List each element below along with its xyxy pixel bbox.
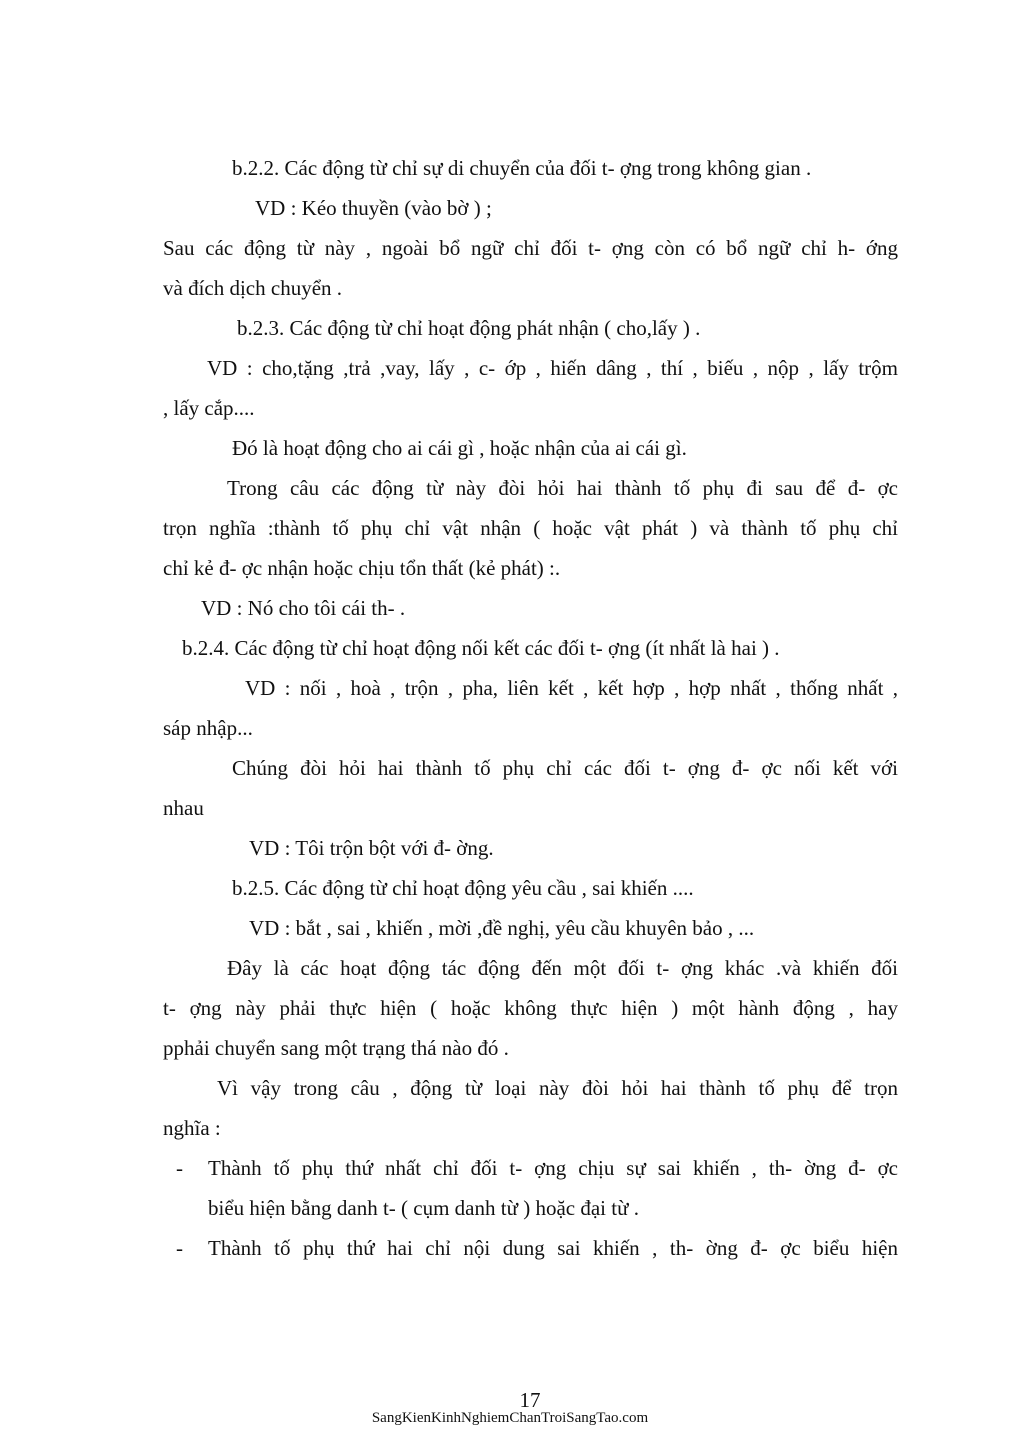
example-line: sáp nhập...: [163, 716, 253, 740]
paragraph-line: nghĩa :: [163, 1116, 221, 1140]
paragraph-line: nhau: [163, 796, 204, 820]
heading-b-2-2: b.2.2. Các động từ chỉ sự di chuyển của đối t- ợng trong không gian .: [232, 156, 812, 180]
paragraph-line: Vì vậy trong câu , động từ loại này đòi hỏi hai thành tố phụ để trọn: [217, 1076, 898, 1100]
example-line: , lấy cắp....: [163, 396, 255, 420]
example-line: VD : Nó cho tôi cái th- .: [201, 596, 406, 620]
example-line: VD : bắt , sai , khiến , mời ,đề nghị, yêu cầu khuyên bảo , ...: [249, 916, 755, 940]
paragraph-line: Đó là hoạt động cho ai cái gì , hoặc nhận của ai cái gì.: [232, 436, 687, 460]
list-item: Thành tố phụ thứ hai chỉ nội dung sai khiến , th- ờng đ- ợc biểu hiện: [208, 1236, 898, 1260]
paragraph-line: Trong câu các động từ này đòi hỏi hai thành tố phụ đi sau để đ- ợc: [227, 476, 898, 500]
heading-b-2-3: b.2.3. Các động từ chỉ hoạt động phát nhận ( cho,lấy ) .: [237, 316, 701, 340]
example-line: VD : Tôi trộn bột với đ- ờng.: [249, 836, 494, 860]
paragraph-line: t- ợng này phải thực hiện ( hoặc không thực hiện ) một hành động , hay: [163, 996, 898, 1020]
example-line: VD : cho,tặng ,trả ,vay, lấy , c- ớp , hiến dâng , thí , biếu , nộp , lấy trộm: [207, 356, 898, 380]
footer-website: SangKienKinhNghiemChanTroiSangTao.com: [371, 1410, 649, 1426]
paragraph-line: Đây là các hoạt động tác động đến một đối t- ợng khác .và khiến đối: [227, 956, 898, 980]
bullet-dash: -: [176, 1236, 183, 1260]
paragraph-line: pphải chuyển sang một trạng thá nào đó .: [163, 1036, 509, 1060]
paragraph-line: chỉ kẻ đ- ợc nhận hoặc chịu tổn thất (kẻ phát) :.: [163, 556, 561, 580]
heading-b-2-4: b.2.4. Các động từ chỉ hoạt động nối kết các đối t- ợng (ít nhất là hai ) .: [182, 636, 780, 660]
bullet-dash: -: [176, 1156, 183, 1180]
paragraph-line: Sau các động từ này , ngoài bổ ngữ chỉ đối t- ợng còn có bổ ngữ chỉ h- ớng: [163, 236, 898, 260]
list-item: biểu hiện bằng danh t- ( cụm danh từ ) hoặc đại từ .: [208, 1196, 639, 1220]
heading-b-2-5: b.2.5. Các động từ chỉ hoạt động yêu cầu , sai khiến ....: [232, 876, 694, 900]
paragraph-line: Chúng đòi hỏi hai thành tố phụ chỉ các đối t- ợng đ- ợc nối kết với: [232, 756, 898, 780]
paragraph-line: trọn nghĩa :thành tố phụ chỉ vật nhận ( hoặc vật phát ) và thành tố phụ chỉ: [163, 516, 898, 540]
example-line: VD : nối , hoà , trộn , pha, liên kết , kết hợp , hợp nhất , thống nhất ,: [245, 676, 898, 700]
paragraph-line: và đích dịch chuyển .: [163, 276, 343, 300]
page-number: 17: [519, 1388, 541, 1412]
list-item: Thành tố phụ thứ nhất chỉ đối t- ợng chịu sự sai khiến , th- ờng đ- ợc: [208, 1156, 898, 1180]
example-line: VD : Kéo thuyền (vào bờ ) ;: [255, 196, 492, 220]
